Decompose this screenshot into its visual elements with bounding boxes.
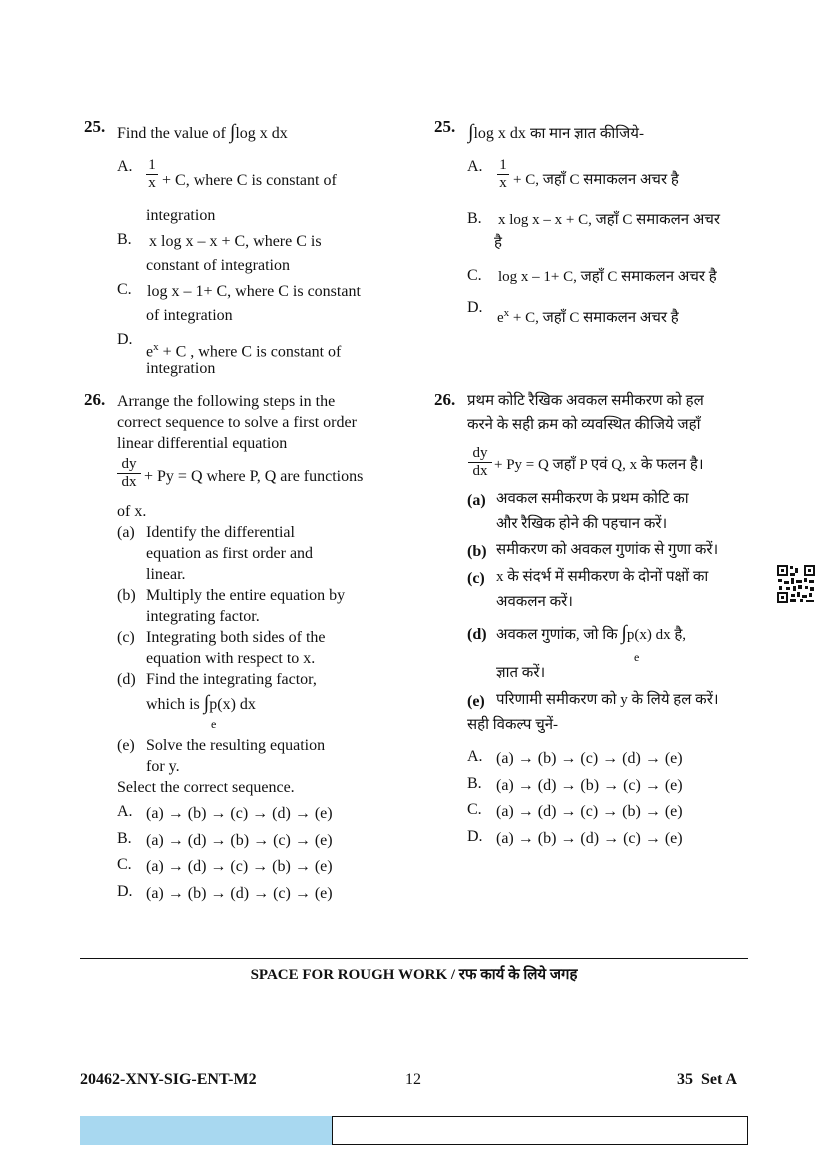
q26-en-step-b-label: (b) [117,587,136,604]
q26-en-step-c-label: (c) [117,629,135,646]
q26-en-step-e-label: (e) [117,737,135,754]
integral-sign-icon: ∫ [621,622,627,644]
fraction-numerator: dy [472,445,488,461]
q25-en-option-b-text2: constant of integration [146,257,290,274]
q26-en-option-d-label: D. [117,883,133,900]
q26-en-step-a-line-3: linear. [146,566,186,583]
q26-en-select: Select the correct sequence. [117,779,295,796]
q25-hi-stem-suffix: का मान ज्ञात कीजिये- [529,126,644,142]
q26-hi-eq-fraction [468,445,492,480]
q26-en-step-d-base: e [211,717,217,731]
q26-hi-option-b-label: B. [467,775,482,792]
q26-hi-step-d-base: e [634,650,640,664]
q26-en-number: 26. [84,390,106,409]
integral-sign-icon: ∫ [229,121,236,143]
q26-en-step-e-line-2: for y. [146,758,180,775]
q25-hi-option-b-label: B. [467,210,482,227]
q25-hi-stem [468,122,644,145]
rough-work-label: SPACE FOR ROUGH WORK / रफ कार्य के लिये जगह [250,967,578,983]
q26-en-eq-rest: + Py = Q where P, Q are functions [144,468,364,485]
q26-hi-step-a-line-1: अवकल समीकरण के प्रथम कोटि का [496,491,689,507]
exp-base: e [146,343,154,361]
qr-code-icon [776,564,816,604]
q26-en-option-b-text: (a) → (d) → (b) → (c) → (e) [146,832,333,849]
fraction-numerator: 1 [499,157,507,173]
q25-en-option-c-label: C. [117,281,132,298]
q25-en-option-d-text2: integration [146,360,216,377]
q26-en-step-a-line-1: Identify the differential [146,524,295,541]
q25-hi-option-a-text: + C, जहाँ C समाकलन अचर है [513,172,679,188]
q26-en-step-a-label: (a) [117,524,135,541]
q25-en-option-a-fraction [146,157,158,192]
page-number: 12 [405,1071,421,1088]
q25-hi-number: 25. [434,117,456,136]
q25-en-option-c-text2: of integration [146,307,233,324]
q26-hi-step-c-label: (c) [467,570,485,587]
q25-en-option-c-text: log x – 1+ C, where C is constant [147,283,361,300]
q26-hi-step-e-label: (e) [467,693,485,710]
q26-en-option-c-label: C. [117,856,132,873]
q26-hi-option-a-text: (a) → (b) → (c) → (d) → (e) [496,750,683,767]
footer-color-bar [80,1116,332,1145]
q25-hi-option-b-text2: है [494,235,502,251]
q26-en-step-b-line-2: integrating factor. [146,608,260,625]
q26-hi-select: सही विकल्प चुनें- [467,717,559,733]
q26-en-option-b-label: B. [117,830,132,847]
q26-en-step-a-line-2: equation as first order and [146,545,314,562]
q25-en-stem [117,122,288,144]
q26-hi-option-d-label: D. [467,828,483,845]
q26-hi-option-b-text: (a) → (d) → (b) → (c) → (e) [496,777,683,794]
q26-hi-step-b-label: (b) [467,543,487,560]
q25-hi-option-d-label: D. [467,299,483,316]
fraction-numerator: dy [121,456,137,472]
q26-en-stem-line-3: linear differential equation [117,435,288,452]
q26-en-option-c-text: (a) → (d) → (c) → (b) → (e) [146,858,333,875]
footer-code: 20462-XNY-SIG-ENT-M2 [80,1071,257,1088]
q26-hi-step-d-line-2: ज्ञात करें। [496,665,546,681]
q25-hi-option-c-label: C. [467,267,482,284]
q26-hi-step-a-label: (a) [467,492,486,509]
q26-en-stem-line-1: Arrange the following steps in the [117,393,336,410]
q26-hi-step-b-line-1: समीकरण को अवकल गुणांक से गुणा करें। [496,542,719,558]
exp-base: e [497,310,504,326]
q26-hi-option-a-label: A. [467,748,483,765]
exp-power: x [153,341,159,353]
q26-hi-step-c-line-2: अवकलन करें। [496,594,573,610]
integral-sign-icon: ∫ [468,121,474,143]
q25-hi-option-c-text: log x – 1+ C, जहाँ C समाकलन अचर है [498,269,717,285]
q26-hi-step-d-expr: p(x) dx है, [626,627,687,643]
q26-en-step-d-line-1: Find the integrating factor, [146,671,317,688]
q25-hi-stem-expr: log x dx [473,125,526,142]
q25-en-option-d-label: D. [117,331,133,348]
q26-hi-option-c-text: (a) → (d) → (c) → (b) → (e) [496,803,683,820]
q26-en-eq-tail: of x. [117,503,147,520]
footer-set [677,1071,737,1089]
fraction-denominator: x [146,174,158,192]
q25-en-option-b-text: x log x – x + C, where C is [149,233,322,250]
q25-hi-option-a-label: A. [467,158,483,175]
q25-hi-option-b-text: x log x – x + C, जहाँ C समाकलन अचर [498,212,720,228]
q25-en-option-d-body: + C , where C is constant of [162,343,342,361]
q26-hi-step-d-text: अवकल गुणांक, जो कि [496,627,618,643]
q25-en-stem-prefix: Find the value of [117,125,226,142]
q25-hi-option-d-body: + C, जहाँ C समाकलन अचर है [512,310,679,326]
fraction-denominator: dx [468,462,492,480]
q26-en-step-d-expr: p(x) dx [209,696,256,713]
q26-hi-option-d-text: (a) → (b) → (d) → (c) → (e) [496,830,683,847]
q26-hi-step-d-line-1 [496,623,686,646]
q26-hi-option-c-label: C. [467,801,482,818]
q25-en-option-a-text: + C, where C is constant of [162,172,337,189]
q26-en-stem-line-2: correct sequence to solve a first order [117,414,357,431]
q26-en-step-c-line-1: Integrating both sides of the [146,629,326,646]
q26-hi-number: 26. [434,390,456,409]
q25-hi-option-a-fraction [497,157,509,192]
q26-en-option-a-label: A. [117,803,133,820]
q26-en-option-d-text: (a) → (b) → (d) → (c) → (e) [146,885,333,902]
q26-hi-stem-line-1: प्रथम कोटि रैखिक अवकल समीकरण को हल [467,393,704,409]
q25-en-stem-expr: log x dx [235,125,288,142]
q26-en-step-d-line-2 [146,693,256,715]
q25-en-option-a-label: A. [117,158,133,175]
q25-hi-option-d-text [497,303,679,329]
q26-hi-stem-line-2: करने के सही क्रम को व्यवस्थित कीजिये जहाँ [467,417,701,433]
q26-en-step-d-which-is: which is [146,696,200,713]
fraction-denominator: x [497,174,509,192]
fraction-numerator: 1 [148,157,156,173]
q26-hi-step-d-label: (d) [467,626,487,643]
q25-en-option-b-label: B. [117,231,132,248]
q25-en-number: 25. [84,117,106,136]
q26-en-step-e-line-1: Solve the resulting equation [146,737,326,754]
q26-hi-step-e-line-1: परिणामी समीकरण को y के लिये हल करें। [496,692,719,708]
footer-set-number: 35 [677,1071,693,1088]
q25-en-option-a-text2: integration [146,207,216,224]
q26-en-step-b-line-1: Multiply the entire equation by [146,587,346,604]
q26-en-step-c-line-2: equation with respect to x. [146,650,316,667]
fraction-denominator: dx [117,473,141,491]
q26-en-option-a-text: (a) → (b) → (c) → (d) → (e) [146,805,333,822]
rough-work-divider [80,958,748,959]
q26-hi-eq-rest: + Py = Q जहाँ P एवं Q, x के फलन है। [494,457,704,473]
q26-hi-step-a-line-2: और रैखिक होने की पहचान करें। [496,516,668,532]
q26-hi-step-c-line-1: x के संदर्भ में समीकरण के दोनों पक्षों का [496,569,709,585]
footer-set-label: Set A [701,1071,737,1088]
integral-sign-icon: ∫ [203,692,210,714]
q26-en-eq-fraction [117,456,141,491]
exp-power: x [503,307,510,319]
footer-blank-box [332,1116,748,1145]
q26-en-step-d-label: (d) [117,671,136,688]
